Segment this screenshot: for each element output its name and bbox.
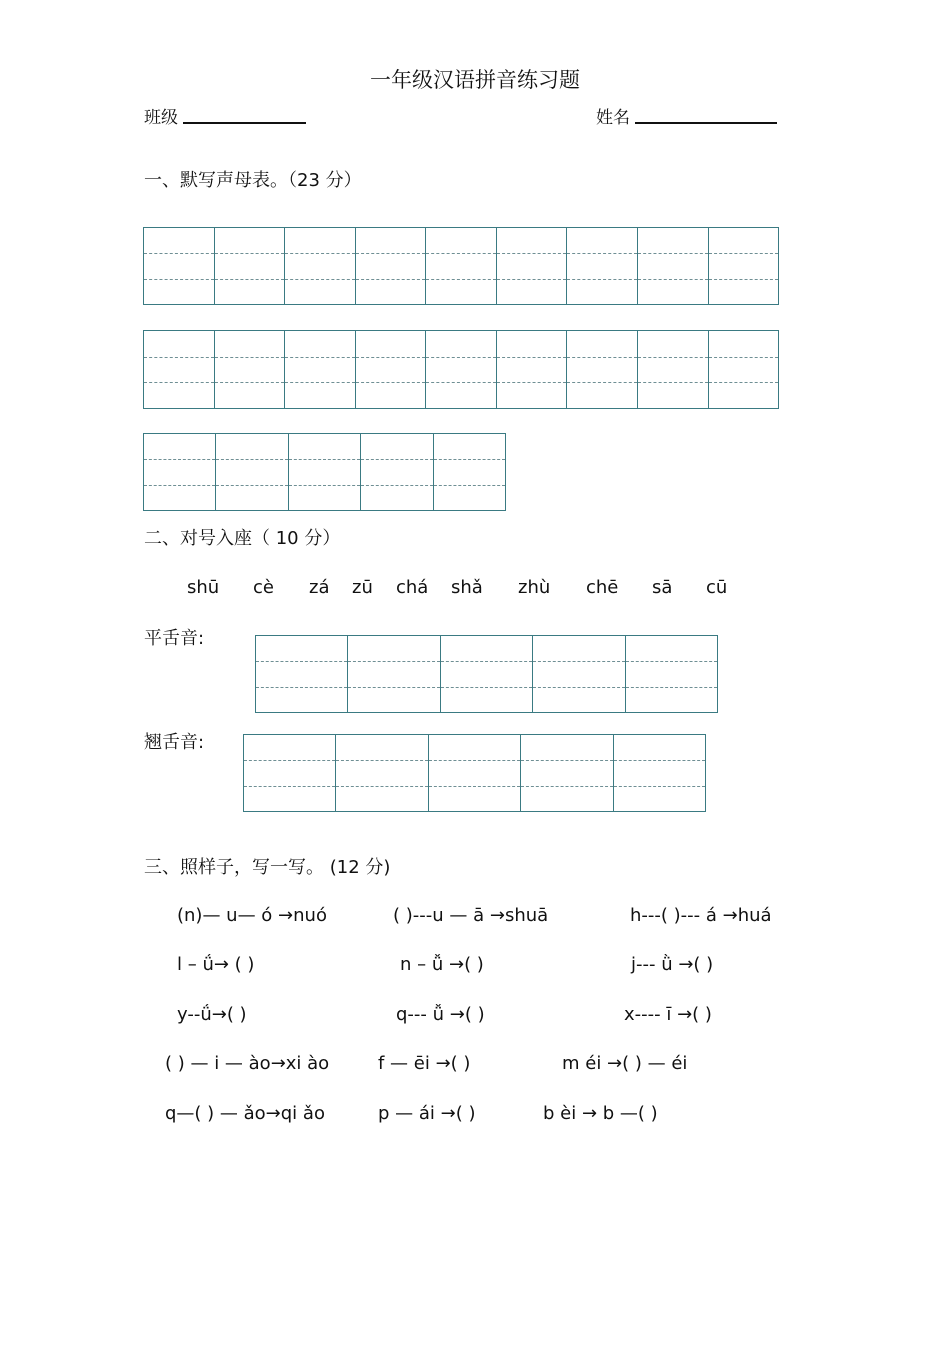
writing-cell[interactable] (709, 331, 779, 408)
writing-cell[interactable] (434, 434, 505, 510)
class-label: 班级 (144, 108, 178, 128)
retroflex-label: 翘舌音: (144, 732, 205, 753)
flat-tongue-label: 平舌音: (144, 628, 205, 649)
exercise-item: ( ) — i — ào→xi ào (165, 1053, 330, 1074)
writing-cell[interactable] (289, 434, 361, 510)
writing-cell[interactable] (144, 331, 215, 408)
writing-cell[interactable] (638, 331, 709, 408)
writing-cell[interactable] (348, 636, 440, 712)
syllable: shū (187, 577, 220, 598)
exercise-item: ( )---u — ā →shuā (393, 905, 549, 926)
syllable: zá (309, 577, 330, 598)
exercise-item: b èi → b —( ) (543, 1103, 658, 1124)
exercise-item: q--- ǚ →( ) (396, 1004, 485, 1025)
exercise-item: p — ái →( ) (378, 1103, 476, 1124)
writing-cell[interactable] (497, 331, 568, 408)
exercise-item: j--- ǜ →( ) (631, 954, 714, 975)
worksheet-title: 一年级汉语拼音练习题 (370, 68, 580, 92)
section3-heading: 三、照样子，写一写。 (12 分) (144, 857, 391, 878)
writing-cell[interactable] (429, 735, 521, 811)
exercise-item: (n)— u— ó →nuó (177, 905, 327, 926)
writing-cell[interactable] (285, 331, 356, 408)
section1-heading: 一、默写声母表。（23 分） (144, 170, 362, 191)
writing-cell[interactable] (626, 636, 717, 712)
syllable: chá (396, 577, 429, 598)
writing-cell[interactable] (533, 636, 625, 712)
writing-cell[interactable] (256, 636, 348, 712)
exercise-item: x---- ī →( ) (624, 1004, 712, 1025)
writing-cell[interactable] (638, 228, 709, 304)
writing-cell[interactable] (521, 735, 613, 811)
writing-cell[interactable] (356, 331, 427, 408)
writing-cell[interactable] (285, 228, 356, 304)
exercise-item: l – ǘ→ ( ) (177, 954, 255, 975)
writing-cell[interactable] (497, 228, 568, 304)
syllable: sā (652, 577, 673, 598)
writing-cell[interactable] (215, 228, 286, 304)
syllable: chē (586, 577, 619, 598)
syllable: zhù (518, 577, 551, 598)
exercise-item: y--ǘ→( ) (177, 1004, 247, 1025)
writing-cell[interactable] (426, 228, 497, 304)
writing-cell[interactable] (215, 331, 286, 408)
syllable: cū (706, 577, 728, 598)
writing-grid-row-2 (143, 330, 779, 409)
flat-tongue-grid (255, 635, 718, 713)
writing-cell[interactable] (336, 735, 428, 811)
syllable: shǎ (451, 577, 483, 598)
writing-cell[interactable] (567, 331, 638, 408)
exercise-item: f — ēi →( ) (378, 1053, 471, 1074)
syllable: cè (253, 577, 274, 598)
class-blank-line[interactable] (183, 122, 306, 124)
writing-cell[interactable] (426, 331, 497, 408)
writing-cell[interactable] (441, 636, 533, 712)
writing-cell[interactable] (567, 228, 638, 304)
writing-cell[interactable] (709, 228, 779, 304)
writing-grid-row-3 (143, 433, 506, 511)
writing-cell[interactable] (614, 735, 705, 811)
exercise-item: q—( ) — ǎo→qi ǎo (165, 1103, 325, 1124)
writing-cell[interactable] (356, 228, 427, 304)
writing-cell[interactable] (144, 434, 216, 510)
exercise-item: m éi →( ) — éi (562, 1053, 688, 1074)
exercise-item: n – ǚ →( ) (400, 954, 484, 975)
writing-cell[interactable] (361, 434, 433, 510)
writing-grid-row-1 (143, 227, 779, 305)
retroflex-grid (243, 734, 706, 812)
section2-heading: 二、对号入座（ 10 分） (144, 528, 341, 549)
writing-cell[interactable] (216, 434, 288, 510)
writing-cell[interactable] (244, 735, 336, 811)
name-blank-line[interactable] (635, 122, 777, 124)
name-label: 姓名 (596, 108, 630, 128)
exercise-item: h---( )--- á →huá (630, 905, 772, 926)
syllable: zū (352, 577, 373, 598)
writing-cell[interactable] (144, 228, 215, 304)
